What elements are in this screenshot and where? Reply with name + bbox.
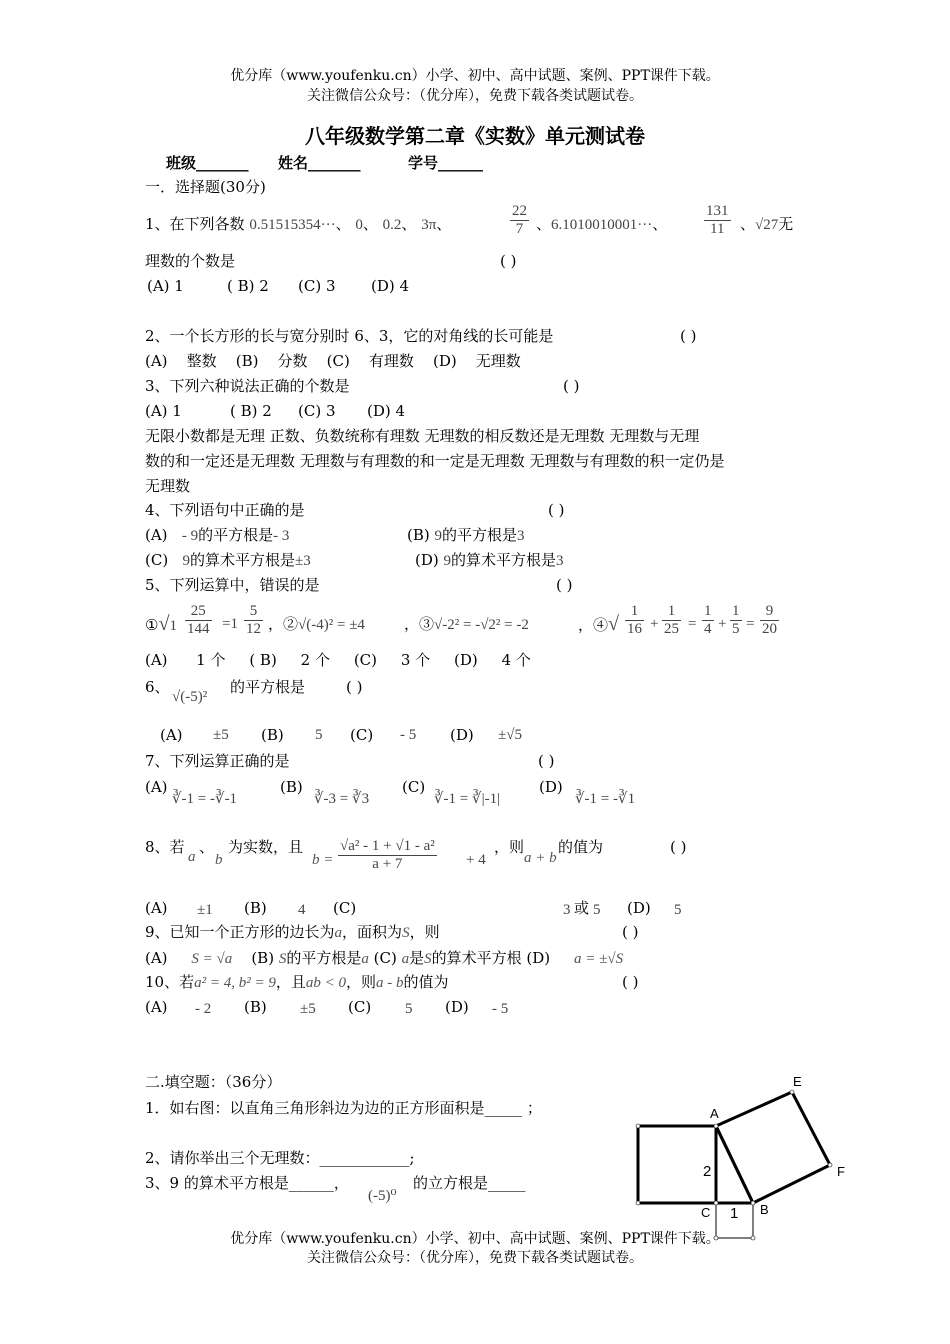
option-text: 2 个 bbox=[300, 651, 330, 669]
q10-option-b: ±5 bbox=[300, 1001, 316, 1017]
footer-line-2: 关注微信公众号：（优分库），免费下载各类试题试卷。 bbox=[307, 1250, 643, 1266]
math: 3 bbox=[517, 528, 525, 544]
frac-den: 12 bbox=[246, 621, 261, 637]
option-label: (D) bbox=[454, 651, 478, 669]
text: 的算术平方根是 bbox=[451, 551, 557, 569]
sqrt-sign: √ bbox=[608, 613, 619, 635]
option-label: (C) bbox=[373, 949, 397, 967]
q4-option-c bbox=[145, 550, 311, 571]
option-text: 1 个 bbox=[196, 651, 226, 669]
q8-option-d-label: (D) bbox=[627, 899, 651, 917]
text: 10、若 bbox=[145, 973, 195, 991]
math: ±3 bbox=[295, 553, 311, 569]
option-label: (C) bbox=[353, 651, 377, 669]
q4-option-b bbox=[407, 525, 525, 546]
math: - 9 bbox=[181, 528, 199, 544]
math: √-2² = -√2² = -2 bbox=[434, 617, 529, 633]
q2-paren: ( ) bbox=[680, 327, 697, 345]
q8-var-b: b bbox=[215, 852, 223, 868]
q2-options bbox=[145, 351, 521, 371]
math: 3 bbox=[556, 553, 564, 569]
math: 1 bbox=[169, 618, 177, 634]
text: ，且 bbox=[275, 973, 306, 991]
fill-q3-expr: (-5)⁰ bbox=[368, 1188, 397, 1204]
q9-text bbox=[145, 922, 440, 943]
q1-fraction-22-7 bbox=[510, 203, 529, 238]
frac-den: 25 bbox=[664, 621, 679, 637]
equals-sign: = bbox=[688, 616, 697, 632]
q5-eq1: =1 bbox=[222, 616, 238, 632]
math: a - b bbox=[376, 975, 404, 991]
q1-fraction-131-11 bbox=[704, 203, 731, 238]
option-label: (A) bbox=[145, 651, 168, 669]
q6-option-c-label: (C) bbox=[350, 726, 374, 744]
q1-option-d: (D) 4 bbox=[371, 277, 410, 295]
math: S bbox=[424, 951, 432, 967]
student-id-field: 学号______ bbox=[408, 154, 484, 172]
footer-line-1: 优分库（www.youfenku.cn）小学、初中、高中试题、案例、PPT课件下载。 bbox=[230, 1231, 720, 1247]
q1-option-a: (A) 1 bbox=[147, 277, 184, 295]
sep: 、 bbox=[652, 215, 668, 233]
q4-option-d bbox=[415, 550, 564, 571]
frac-num: 131 bbox=[706, 203, 729, 219]
sep: 、 bbox=[335, 215, 351, 233]
q7-option-a: ∛-1 = -∛-1 bbox=[172, 791, 238, 807]
q8-suffix: 的值为 bbox=[558, 838, 604, 856]
label-leg-2: 2 bbox=[703, 1163, 712, 1180]
q1-option-b: ( B) 2 bbox=[227, 277, 269, 295]
frac-den: 16 bbox=[627, 621, 642, 637]
q7-text: 7、下列运算正确的是 bbox=[145, 752, 290, 770]
q9-paren: ( ) bbox=[622, 923, 639, 941]
q3-statements-1: 无限小数都是无理 正数、负数统称有理数 无理数的相反数还是无理数 无理数与无理 bbox=[145, 427, 700, 445]
frac-num: 1 bbox=[662, 603, 681, 621]
q10-option-c: 5 bbox=[405, 1001, 413, 1017]
frac-num: 1 bbox=[625, 603, 644, 621]
q5-fraction-25-144 bbox=[185, 603, 212, 638]
frac-num: √a² - 1 + √1 - a² bbox=[340, 838, 435, 854]
option-label: (C) bbox=[145, 551, 169, 569]
text: ，则 bbox=[345, 973, 376, 991]
q7-paren: ( ) bbox=[538, 752, 555, 770]
q4-option-a bbox=[145, 525, 289, 546]
option-label: (D) bbox=[526, 949, 551, 967]
frac-den: 11 bbox=[710, 221, 725, 237]
text: 的算术平方根是 bbox=[190, 551, 296, 569]
text: 是 bbox=[409, 949, 425, 967]
q8-option-d: 5 bbox=[674, 902, 682, 918]
q8-option-c-2: 5 bbox=[593, 902, 601, 918]
fill-q3-b: 的立方根是_____ bbox=[413, 1174, 526, 1192]
section2-heading: 二.填空题：（36分） bbox=[145, 1073, 282, 1091]
q7-option-a-label: (A) bbox=[145, 778, 168, 796]
option-label: (B) bbox=[251, 949, 275, 967]
sep: 、 bbox=[536, 215, 552, 233]
math: a² = 4, b² = 9 bbox=[194, 975, 276, 991]
option-label: (B) bbox=[235, 352, 259, 370]
q8-option-c-or: 或 bbox=[574, 899, 590, 917]
q8-then: ，则 bbox=[494, 838, 525, 856]
option-text: 有理数 bbox=[368, 352, 414, 370]
q8-sep: 、 bbox=[199, 838, 215, 856]
option-label: (A) bbox=[145, 352, 168, 370]
q5-fraction-1-4 bbox=[702, 603, 714, 638]
q5-paren: ( ) bbox=[556, 576, 573, 594]
q8-option-b: 4 bbox=[298, 902, 306, 918]
q6-option-a: ±5 bbox=[213, 727, 229, 743]
q9-options bbox=[145, 948, 623, 969]
frac-den: 144 bbox=[187, 621, 210, 637]
q10-option-d: - 5 bbox=[492, 1001, 509, 1017]
option-label: (D) bbox=[432, 352, 457, 370]
q3-statements-2: 数的和一定还是无理数 无理数与有理数的和一定是无理数 无理数与有理数的积一定仍是 bbox=[145, 452, 725, 470]
option-label: (A) bbox=[145, 949, 168, 967]
math: 9 bbox=[182, 553, 190, 569]
q7-option-d-label: (D) bbox=[539, 778, 563, 796]
q6-option-c: - 5 bbox=[400, 727, 417, 743]
sep: 、 bbox=[740, 215, 756, 233]
math: a bbox=[334, 925, 343, 941]
q6-expr: √(-5)² bbox=[172, 689, 208, 705]
mark: ① bbox=[145, 616, 159, 634]
option-label: ( B) bbox=[249, 651, 277, 669]
q1-suffix: 无 bbox=[778, 215, 794, 233]
option-text: 分数 bbox=[277, 352, 308, 370]
equals-sign: = bbox=[746, 616, 755, 632]
section1-heading: 一．选择题(30分) bbox=[145, 178, 266, 196]
text: 的算术平方根 bbox=[431, 949, 522, 967]
q5-fraction-1-5 bbox=[730, 603, 742, 638]
mark: ，② bbox=[268, 615, 299, 633]
q8-prefix: 8、若 bbox=[145, 838, 185, 856]
frac-num: 22 bbox=[512, 203, 527, 219]
q6-text: 的平方根是 bbox=[230, 678, 306, 696]
fill-q1: 1．如右图：以直角三角形斜边为边的正方形面积是_____ ； bbox=[145, 1099, 542, 1117]
q1-paren: ( ) bbox=[500, 252, 517, 270]
header-line-1: 优分库（www.youfenku.cn）小学、初中、高中试题、案例、PPT课件下载。 bbox=[230, 68, 720, 84]
q6-option-d-label: (D) bbox=[450, 726, 474, 744]
q5-fraction-1-16 bbox=[625, 603, 644, 638]
label-f: F bbox=[837, 1164, 845, 1179]
frac-den: 20 bbox=[762, 621, 777, 637]
text: 9、已知一个正方形的边长为 bbox=[145, 923, 335, 941]
q1-line1c bbox=[740, 212, 793, 237]
math: ab < 0 bbox=[305, 975, 346, 991]
option-text: 4 个 bbox=[501, 651, 531, 669]
q8-option-a-label: (A) bbox=[145, 899, 168, 917]
math: S bbox=[402, 925, 410, 941]
q7-option-b: ∛-3 = ∛3 bbox=[314, 791, 370, 807]
q1-n5: 6.1010010001··· bbox=[551, 217, 653, 233]
pythagoras-figure bbox=[620, 1070, 850, 1250]
frac-den: 5 bbox=[732, 621, 740, 637]
q1-line2: 理数的个数是 bbox=[145, 252, 236, 270]
sqrt-sign: √ bbox=[158, 613, 170, 635]
q8-option-a: ±1 bbox=[197, 902, 213, 918]
label-c: C bbox=[701, 1205, 711, 1220]
q10-option-a: - 2 bbox=[195, 1001, 212, 1017]
q10-paren: ( ) bbox=[622, 973, 639, 991]
q1-option-c: (C) 3 bbox=[298, 277, 336, 295]
q6-option-d: ±√5 bbox=[498, 727, 522, 743]
q10-option-a-label: (A) bbox=[145, 998, 168, 1016]
option-text: 无理数 bbox=[475, 352, 521, 370]
q10-option-b-label: (B) bbox=[244, 998, 267, 1016]
q1-n1: 0.51515354··· bbox=[249, 217, 336, 233]
name-field: 姓名_______ bbox=[278, 154, 361, 172]
q1-n6: √27 bbox=[755, 217, 779, 233]
q3-text: 3、下列六种说法正确的个数是 bbox=[145, 377, 350, 395]
q6-option-a-label: (A) bbox=[160, 726, 183, 744]
q8-lhs: b = bbox=[312, 852, 334, 868]
q8-fraction bbox=[338, 838, 437, 873]
q8-option-c-1: 3 bbox=[563, 902, 571, 918]
plus-sign: + bbox=[718, 616, 727, 632]
frac-num: 1 bbox=[704, 603, 712, 619]
frac-num: 5 bbox=[244, 603, 263, 621]
q6-label: 6、 bbox=[145, 678, 170, 696]
text: 的平方根是 bbox=[442, 526, 518, 544]
q5-expr4-start bbox=[578, 612, 619, 637]
q2-text: 2、一个长方形的长与宽分别时 6、3，它的对角线的长可能是 bbox=[145, 327, 554, 345]
option-label: (D) bbox=[415, 551, 439, 569]
q1-n3: 0.2 bbox=[382, 217, 402, 233]
q7-option-c: ∛-1 = ∛|-1| bbox=[434, 791, 501, 807]
label-b: B bbox=[760, 1202, 769, 1217]
math: a bbox=[361, 951, 369, 967]
frac-den: 4 bbox=[704, 621, 712, 637]
label-leg-1: 1 bbox=[730, 1205, 739, 1222]
text: ，则 bbox=[409, 923, 440, 941]
option-text: 3 个 bbox=[400, 651, 431, 669]
q3-option-a: (A) 1 bbox=[145, 402, 182, 420]
fill-q2: 2、请你举出三个无理数：____________; bbox=[145, 1149, 415, 1167]
frac-num: 1 bbox=[732, 603, 740, 619]
q5-options bbox=[145, 650, 531, 670]
q1-line1 bbox=[145, 212, 451, 237]
q5-expr1-start bbox=[145, 612, 177, 638]
frac-den: a + 7 bbox=[372, 856, 403, 872]
q1-line1b bbox=[536, 212, 667, 237]
q1-n4: 3π bbox=[421, 217, 437, 233]
label-e: E bbox=[793, 1074, 802, 1089]
q10-option-d-label: (D) bbox=[445, 998, 469, 1016]
math: S = √a bbox=[191, 951, 233, 967]
q4-paren: ( ) bbox=[548, 501, 565, 519]
mark: ，③ bbox=[404, 615, 435, 633]
q1-n2: 0 bbox=[355, 217, 363, 233]
square-hypotenuse bbox=[716, 1092, 830, 1203]
math: S bbox=[278, 951, 287, 967]
math: a bbox=[401, 951, 410, 967]
sep: 、 bbox=[401, 215, 417, 233]
text: 的平方根是 bbox=[286, 949, 362, 967]
q5-fraction-5-12 bbox=[244, 603, 263, 638]
q5-expr2 bbox=[268, 612, 365, 637]
q3-statements-3: 无理数 bbox=[145, 477, 191, 495]
option-label: (A) bbox=[145, 526, 168, 544]
text: ，面积为 bbox=[342, 923, 403, 941]
frac-num: 25 bbox=[185, 603, 212, 621]
q3-option-d: (D) 4 bbox=[367, 402, 406, 420]
q5-fraction-1-25 bbox=[662, 603, 681, 638]
q10-text bbox=[145, 972, 449, 993]
class-field: 班级_______ bbox=[166, 154, 249, 172]
q6-option-b: 5 bbox=[315, 727, 323, 743]
q1-prefix: 1、在下列各数 bbox=[145, 215, 245, 233]
text: 的值为 bbox=[403, 973, 449, 991]
q8-paren: ( ) bbox=[670, 838, 687, 856]
option-label: (B) bbox=[407, 526, 430, 544]
page-title: 八年级数学第二章《实数》单元测试卷 bbox=[305, 124, 645, 148]
label-a: A bbox=[710, 1106, 719, 1121]
q8-plus: + 4 bbox=[466, 852, 486, 868]
mark: ，④ bbox=[578, 616, 609, 634]
frac-den: 7 bbox=[515, 221, 524, 237]
header-line-2: 关注微信公众号：（优分库），免费下载各类试题试卷。 bbox=[307, 88, 643, 104]
q5-fraction-9-20 bbox=[760, 603, 779, 638]
q6-option-b-label: (B) bbox=[261, 726, 284, 744]
math: - 3 bbox=[273, 528, 290, 544]
option-label: (C) bbox=[326, 352, 350, 370]
q4-text: 4、下列语句中正确的是 bbox=[145, 501, 305, 519]
math: a = ±√S bbox=[574, 951, 624, 967]
option-text: 整数 bbox=[186, 352, 217, 370]
right-triangle bbox=[716, 1126, 753, 1203]
q5-text: 5、下列运算中，错误的是 bbox=[145, 576, 320, 594]
q8-var-a: a bbox=[188, 849, 196, 865]
plus-sign: + bbox=[650, 616, 659, 632]
sep: 、 bbox=[436, 215, 452, 233]
sep: 、 bbox=[362, 215, 378, 233]
q3-paren: ( ) bbox=[563, 377, 580, 395]
q8-mid: 为实数，且 bbox=[228, 838, 304, 856]
q7-option-b-label: (B) bbox=[280, 778, 303, 796]
q8-ab: a + b bbox=[524, 850, 557, 866]
q5-expr3 bbox=[404, 612, 529, 637]
fill-q3-a: 3、9 的算术平方根是______， bbox=[145, 1174, 349, 1192]
frac-num: 9 bbox=[760, 603, 779, 621]
q3-option-c: (C) 3 bbox=[298, 402, 336, 420]
text: 的平方根是 bbox=[198, 526, 274, 544]
math: 9 bbox=[434, 528, 443, 544]
q7-option-c-label: (C) bbox=[402, 778, 426, 796]
q10-option-c-label: (C) bbox=[348, 998, 372, 1016]
q6-paren: ( ) bbox=[346, 678, 363, 696]
q7-option-d: ∛-1 = -∛1 bbox=[575, 791, 636, 807]
q3-option-b: ( B) 2 bbox=[230, 402, 272, 420]
q8-option-c-label: (C) bbox=[333, 899, 357, 917]
math: √(-4)² = ±4 bbox=[298, 617, 365, 633]
q8-option-b-label: (B) bbox=[244, 899, 267, 917]
math: 9 bbox=[443, 553, 452, 569]
